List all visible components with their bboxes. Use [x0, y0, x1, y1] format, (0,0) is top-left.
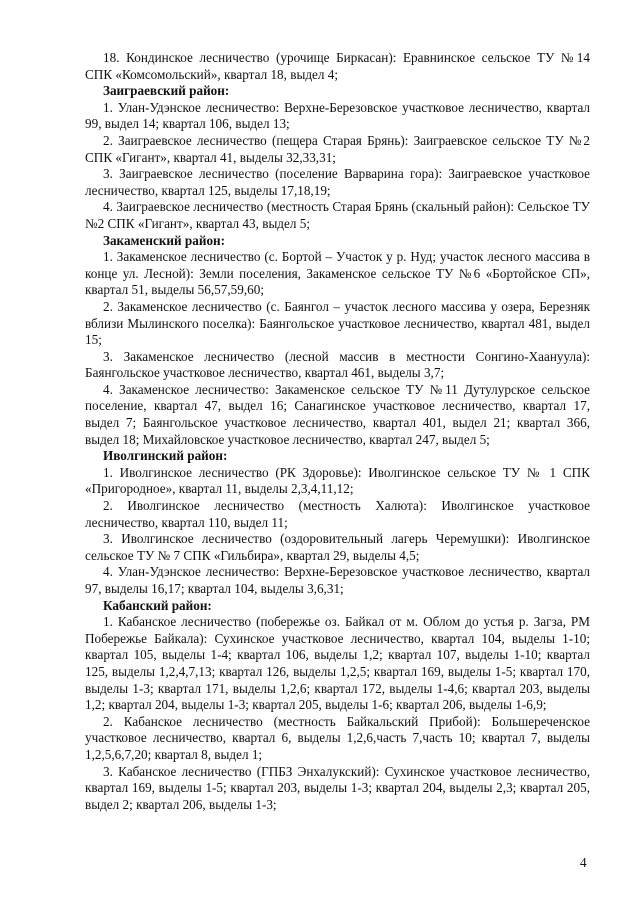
list-item: 1. Улан-Удэнское лесничество: Верхне-Березовское участковое лесничество, квартал 99, выдел 14; квартал 106, выдел 13; — [85, 99, 590, 132]
list-item: 3. Заиграевское лесничество (поселение Варварина гора): Заиграевское участковое лесничество, квартал 125, выделы 17,18,19; — [85, 166, 590, 198]
list-item: 4. Заиграевское лесничество (местность Старая Брянь (скальный район): Сельское ТУ №2 СПК «Гигант», квартал 43, выдел 5; — [85, 199, 590, 231]
list-item: 1. Закаменское лесничество (с. Бортой – Участок у р. Нуд; участок лесного массива в конце ул. Лесной): Земли поселения, Закаменское сельское ТУ №6 «Бортойское СП», квартал 51, выделы 56,57,59,60; — [85, 249, 590, 298]
list-item: 1. Кабанское лесничество (побережье оз. Байкал от м. Облом до устья р. Загза, РМ Побережье Байкала): Сухинское участковое лесничество, квартал 104, выделы 1-10; квартал 105, выделы 1-4; квартал 106, выделы 1,2; квартал 107, выделы 1-10; квартал 125, выделы 1,2,4,7,13; квартал 126, выделы 1,2,5; квартал 169, выделы 1-5; квартал 170, выделы 1-3; квартал 171, выделы 1,2,6; квартал 172, выделы 1-4,6; квартал 203, выделы 1,2; квартал 204, выделы 1-3; квартал 205, выделы 1-6; квартал 206, выделы 1-6,9; — [85, 614, 590, 713]
list-item: 3. Закаменское лесничество (лесной массив в местности Сонгино-Хаануула): Баянгольское участковое лесничество, квартал 461, выделы 3,7; — [85, 348, 590, 381]
list-item: 3. Иволгинское лесничество (оздоровительный лагерь Черемушки): Иволгинское сельское ТУ № 7 СПК «Гильбира», квартал 29, выделы 4,5; — [85, 531, 590, 563]
section-heading: Иволгинский район: — [103, 448, 228, 464]
list-item: 3. Кабанское лесничество (ГПБЗ Энхалукский): Сухинское участковое лесничество, квартал 169, выделы 1-5; квартал 203, выделы 1-3; квартал 204, выделы 2,3; квартал 205, выдел 2; квартал 206, выделы 1-3; — [85, 763, 590, 812]
page-number: 4 — [580, 855, 587, 870]
list-item: 2. Закаменское лесничество (с. Баянгол – участок лесного массива у озера, Березняк вблизи Мылинского поселка): Баянгольское участковое лесничество, квартал 481, выдел 15; — [85, 298, 590, 348]
list-item: 1. Иволгинское лесничество (РК Здоровье): Иволгинское сельское ТУ № 1 СПК «Пригородное», квартал 11, выделы 2,3,4,11,12; — [85, 464, 590, 497]
list-item: 4. Улан-Удэнское лесничество: Верхне-Березовское участковое лесничество, квартал 97, выделы 16,17; квартал 104, выделы 3,6,31; — [85, 564, 590, 596]
list-item: 2. Кабанское лесничество (местность Байкальский Прибой): Большереченское участковое лесничество, квартал 6, выделы 1,2,6,часть 7,часть 10; квартал 7, выделы 1,2,5,6,7,20; квартал 8, выдел 1; — [85, 713, 590, 762]
list-item: 2. Заиграевское лесничество (пещера Старая Брянь): Заиграевское сельское ТУ №2 СПК «Гигант», квартал 41, выделы 32,33,31; — [85, 132, 590, 165]
section-heading: Закаменский район: — [103, 232, 226, 248]
list-item: 2. Иволгинское лесничество (местность Халюта): Иволгинское участковое лесничество, квартал 110, выдел 11; — [85, 498, 590, 530]
list-item: 18. Кондинское лесничество (урочище Биркасан): Еравнинское сельское ТУ №14 СПК «Комсомольский», квартал 18, выдел 4; — [85, 50, 590, 82]
section-heading: Кабанский район: — [103, 597, 212, 613]
list-item: 4. Закаменское лесничество: Закаменское сельское ТУ №11 Дутулурское сельское поселение, квартал 47, выдел 16; Санагинское участковое лесничество, квартал 17, выдел 7; Баянгольское участковое лесничество, квартал 401, выдел 21; квартал 366, выдел 18; Михайловское участковое лесничество, квартал 247, выдел 5; — [85, 381, 590, 447]
document-body — [85, 50, 590, 813]
section-heading: Заиграевский район: — [103, 83, 230, 99]
